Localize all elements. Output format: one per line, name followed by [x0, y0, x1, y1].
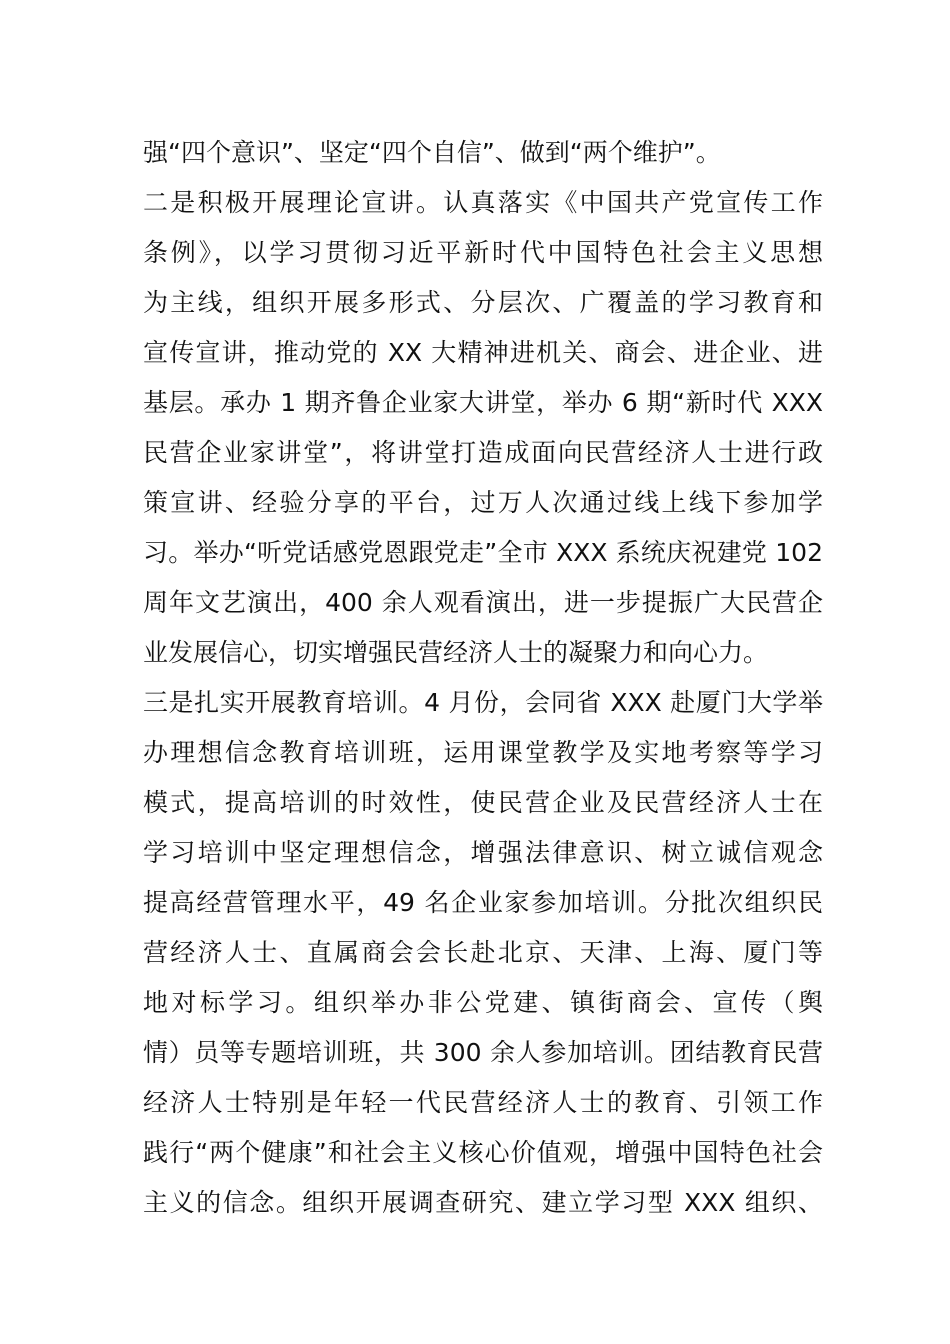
- text-line: 宣传宣讲，推动党的 XX 大精神进机关、商会、进企业、进: [143, 338, 823, 367]
- text-line: 主义的信念。组织开展调查研究、建立学习型 XXX 组织、: [143, 1188, 823, 1217]
- text-line: 条例》，以学习贯彻习近平新时代中国特色社会主义思想: [143, 238, 823, 267]
- text-line: 情）员等专题培训班，共 300 余人参加培训。团结教育民营: [143, 1038, 823, 1067]
- text-line: 学习培训中坚定理想信念，增强法律意识、树立诚信观念: [143, 838, 823, 867]
- text-line: 策宣讲、经验分享的平台，过万人次通过线上线下参加学: [143, 488, 823, 517]
- text-line: 为主线，组织开展多形式、分层次、广覆盖的学习教育和: [143, 288, 823, 317]
- text-line: 营经济人士、直属商会会长赴北京、天津、上海、厦门等: [143, 938, 823, 967]
- text-line: 民营企业家讲堂”，将讲堂打造成面向民营经济人士进行政: [143, 438, 823, 467]
- text-line: 三是扎实开展教育培训。4 月份，会同省 XXX 赴厦门大学举: [143, 688, 823, 717]
- text-line: 践行“两个健康”和社会主义核心价值观，增强中国特色社会: [143, 1138, 823, 1167]
- text-line: 习。举办“听党话感党恩跟党走”全市 XXX 系统庆祝建党 102: [143, 538, 823, 567]
- text-line: 二是积极开展理论宣讲。认真落实《中国共产党宣传工作: [143, 188, 823, 217]
- text-line: 提高经营管理水平，49 名企业家参加培训。分批次组织民: [143, 888, 823, 917]
- text-line: 办理想信念教育培训班，运用课堂教学及实地考察等学习: [143, 738, 823, 767]
- text-line: 业发展信心，切实增强民营经济人士的凝聚力和向心力。: [143, 638, 769, 667]
- text-line: 周年文艺演出，400 余人观看演出，进一步提振广大民营企: [143, 588, 823, 617]
- body-text: [143, 128, 823, 1228]
- text-line: 基层。承办 1 期齐鲁企业家大讲堂，举办 6 期“新时代 XXX: [143, 388, 823, 417]
- text-line: 地对标学习。组织举办非公党建、镇街商会、宣传（舆: [143, 988, 823, 1017]
- text-line: 强“四个意识”、坚定“四个自信”、做到“两个维护”。: [143, 138, 721, 167]
- text-line: 模式，提高培训的时效性，使民营企业及民营经济人士在: [143, 788, 823, 817]
- text-line: 经济人士特别是年轻一代民营经济人士的教育、引领工作: [143, 1088, 823, 1117]
